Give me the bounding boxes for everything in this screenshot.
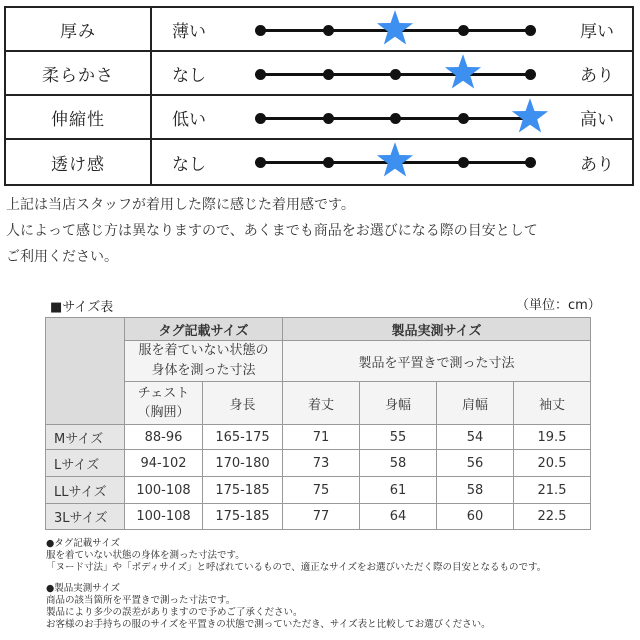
rating-star-icon [511,97,549,135]
footnote-line: お客様のお手持ちの服のサイズを平置きの状態で測っていただき、サイズ表と比較してお選びください。 [46,619,491,630]
rating-scale [250,140,540,184]
cell-chest: 100-108 [125,504,203,530]
cell-width: 61 [360,477,437,504]
footnote-line: 「ヌード寸法」や「ボディサイズ」と呼ばれているもので、適正なサイズをお選びいただく際の目安となるものです。 [46,562,547,573]
scale-low-label: なし [172,154,206,175]
scale-dot [255,69,266,80]
scale-dot [458,157,469,168]
cell-chest: 88-96 [125,425,203,450]
scale-dot [323,69,334,80]
footnote-heading: ●タグ記載サイズ [46,538,121,549]
feel-row-softness [6,52,632,96]
feel-rating-table [4,6,634,186]
cell-height: 165-175 [203,425,283,450]
scale-dot [525,157,536,168]
col-header-shoulder: 肩幅 [437,382,514,425]
cell-length: 71 [283,425,360,450]
scale-dot [255,25,266,36]
scale-dot [390,69,401,80]
table-row [46,504,591,530]
footnote-line: 服を着ていない状態の身体を測った寸法です。 [46,550,245,561]
scale-high-label: 高い [580,109,614,130]
corner-cell [46,318,125,425]
size-name: Mサイズ [46,425,125,450]
table-row [46,477,591,504]
scale-dot [525,69,536,80]
rating-star-icon [376,9,414,47]
col-header-height: 身長 [203,382,283,425]
scale-dot [323,25,334,36]
scale-low-label: 低い [172,109,206,130]
footnote-heading: ●製品実測サイズ [46,583,121,594]
cell-length: 75 [283,477,360,504]
table-row [46,450,591,477]
scale-dot [255,113,266,124]
feel-label: 厚み [6,8,152,50]
feel-row-sheerness [6,140,632,184]
feel-label: 伸縮性 [6,96,152,138]
scale-low-label: なし [172,65,206,86]
cell-shoulder: 60 [437,504,514,530]
size-table [45,317,591,530]
scale-dot [458,25,469,36]
size-name: Lサイズ [46,450,125,477]
scale-dot [525,25,536,36]
size-table-unit: （単位：cm） [516,298,601,313]
col-header-width: 身幅 [360,382,437,425]
cell-length: 73 [283,450,360,477]
cell-sleeve: 22.5 [514,504,591,530]
cell-shoulder: 56 [437,450,514,477]
tag-size-header: タグ記載サイズ [125,318,283,341]
footnote-line: 製品により多少の誤差がありますので予めご了承ください。 [46,607,303,618]
cell-length: 77 [283,504,360,530]
rating-scale [250,96,540,138]
scale-dot [458,113,469,124]
note-line: 人によって感じ方は異なりますので、あくまでも商品をお選びになる際の目安として [6,223,538,239]
scale-high-label: 厚い [580,21,614,42]
cell-chest: 94-102 [125,450,203,477]
scale-dot [323,157,334,168]
cell-shoulder: 54 [437,425,514,450]
actual-size-description: 製品を平置きで測った寸法 [283,341,591,382]
col-header-length: 着丈 [283,382,360,425]
scale-high-label: あり [580,65,614,86]
feel-label: 透け感 [6,140,152,184]
scale-high-label: あり [580,154,614,175]
cell-width: 58 [360,450,437,477]
feel-row-stretch [6,96,632,140]
tag-size-description: 服を着ていない状態の身体を測った寸法 [125,341,283,382]
size-table-title: ■サイズ表 [50,300,114,315]
cell-height: 170-180 [203,450,283,477]
scale-dot [323,113,334,124]
actual-size-header: 製品実測サイズ [283,318,591,341]
col-header-sleeve: 袖丈 [514,382,591,425]
rating-scale [250,8,540,50]
table-row [46,425,591,450]
cell-width: 55 [360,425,437,450]
cell-sleeve: 21.5 [514,477,591,504]
cell-height: 175-185 [203,504,283,530]
feel-row-thickness [6,8,632,52]
cell-sleeve: 19.5 [514,425,591,450]
col-header-chest: チェスト（胸囲） [125,382,203,425]
cell-height: 175-185 [203,477,283,504]
scale-low-label: 薄い [172,21,206,42]
size-name: LLサイズ [46,477,125,504]
rating-star-icon [444,53,482,91]
cell-width: 64 [360,504,437,530]
footnote-line: 商品の該当箇所を平置きで測った寸法です。 [46,595,236,606]
rating-star-icon [376,141,414,179]
scale-dot [255,157,266,168]
scale-dot [390,113,401,124]
rating-scale [250,52,540,94]
feel-label: 柔らかさ [6,52,152,94]
cell-shoulder: 58 [437,477,514,504]
note-line: 上記は当店スタッフが着用した際に感じた着用感です。 [6,197,355,213]
cell-sleeve: 20.5 [514,450,591,477]
cell-chest: 100-108 [125,477,203,504]
size-name: 3Lサイズ [46,504,125,530]
note-line: ご利用ください。 [6,249,118,265]
